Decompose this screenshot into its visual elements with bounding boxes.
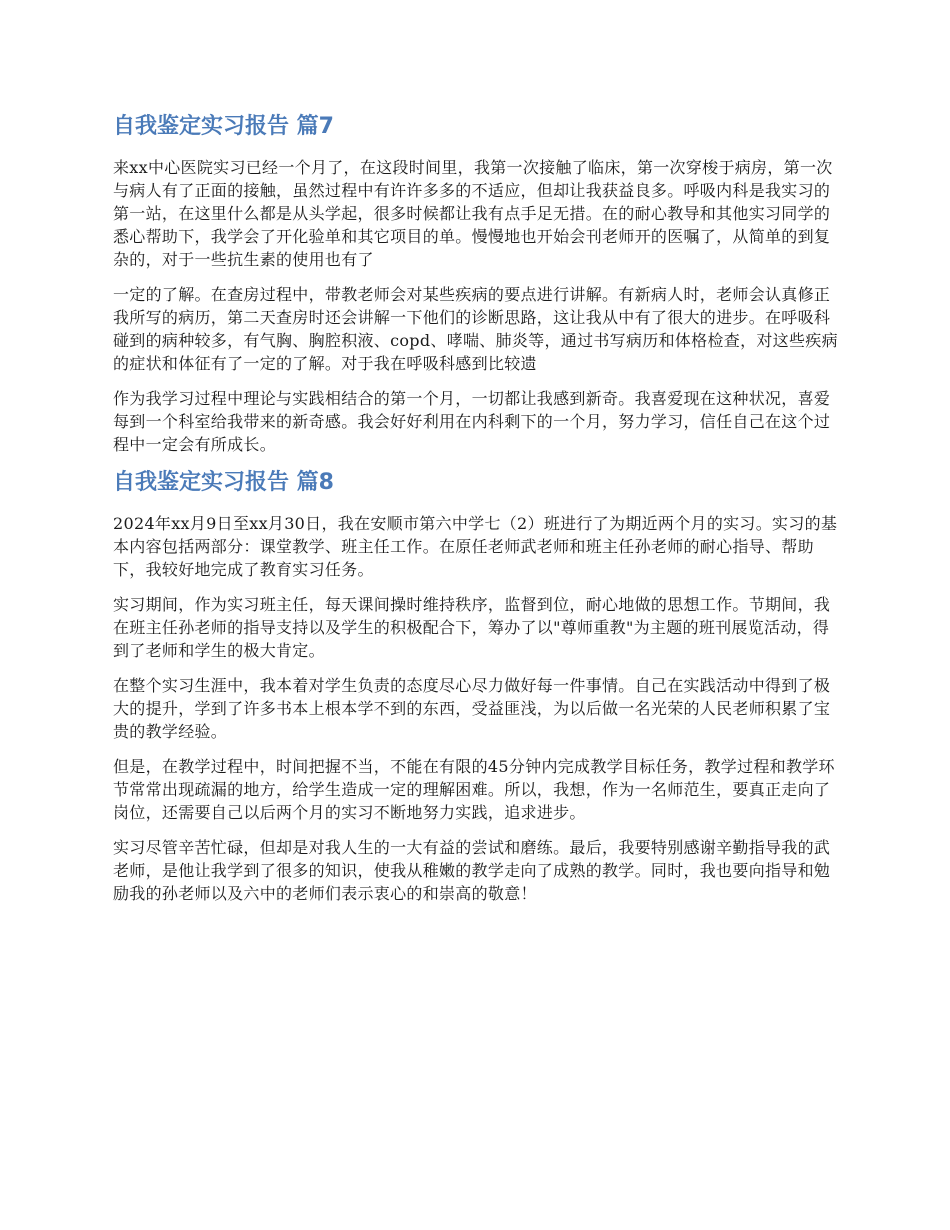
section-heading: 自我鉴定实习报告 篇8 <box>113 470 334 495</box>
section-7 <box>113 112 840 456</box>
paragraph: 作为我学习过程中理论与实践相结合的第一个月，一切都让我感到新奇。我喜爱现在这种状况，喜爱每到一个科室给我带来的新奇感。我会好好利用在内科剩下的一个月，努力学习，信任自己在这个过程中一定会有所成长。 <box>113 389 831 454</box>
paragraph: 一定的了解。在查房过程中，带教老师会对某些疾病的要点进行讲解。有新病人时，老师会认真修正我所写的病历，第二天查房时还会讲解一下他们的诊断思路，这让我从中有了很大的进步。在呼吸科碰到的病种较多，有气胸、胸腔积液、copd、哮喘、肺炎等，通过书写病历和体格检查，对这些疾病的症状和体征有了一定的了解。对于我在呼吸科感到比较遗 <box>113 285 838 373</box>
paragraph: 实习尽管辛苦忙碌，但却是对我人生的一大有益的尝试和磨练。最后，我要特别感谢辛勤指导我的武老师，是他让我学到了很多的知识，使我从稚嫩的教学走向了成熟的教学。同时，我也要向指导和勉励我的孙老师以及六中的老师们表示衷心的和崇高的敬意！ <box>113 838 831 903</box>
paragraph: 但是，在教学过程中，时间把握不当，不能在有限的45分钟内完成教学目标任务，教学过程和教学环节常常出现疏漏的地方，给学生造成一定的理解困难。所以，我想，作为一名师范生，要真正走向了岗位，还需要自己以后两个月的实习不断地努力实践，追求进步。 <box>113 757 835 822</box>
paragraph: 实习期间，作为实习班主任，每天课间操时维持秩序，监督到位，耐心地做的思想工作。节期间，我在班主任孙老师的指导支持以及学生的积极配合下，筹办了以"尊师重教"为主题的班刊展览活动，得到了老师和学生的极大肯定。 <box>113 595 831 660</box>
paragraph: 在整个实习生涯中，我本着对学生负责的态度尽心尽力做好每一件事情。自己在实践活动中得到了极大的提升，学到了许多书本上根本学不到的东西，受益匪浅，为以后做一名光荣的人民老师积累了宝贵的教学经验。 <box>113 676 831 741</box>
document-page <box>113 112 840 917</box>
section-8 <box>113 468 840 905</box>
paragraph: 2024年xx月9日至xx月30日，我在安顺市第六中学七（2）班进行了为期近两个月的实习。实习的基本内容包括两部分：课堂教学、班主任工作。在原任老师武老师和班主任孙老师的耐心指导、帮助下，我较好地完成了教育实习任务。 <box>113 514 838 579</box>
section-heading: 自我鉴定实习报告 篇7 <box>113 114 334 139</box>
paragraph: 来xx中心医院实习已经一个月了，在这段时间里，我第一次接触了临床，第一次穿梭于病房，第一次与病人有了正面的接触，虽然过程中有许许多多的不适应，但却让我获益良多。呼吸内科是我实习的第一站，在这里什么都是从头学起，很多时候都让我有点手足无措。在的耐心教导和其他实习同学的悉心帮助下，我学会了开化验单和其它项目的单。慢慢地也开始会刊老师开的医嘱了，从简单的到复杂的，对于一些抗生素的使用也有了 <box>113 158 833 269</box>
